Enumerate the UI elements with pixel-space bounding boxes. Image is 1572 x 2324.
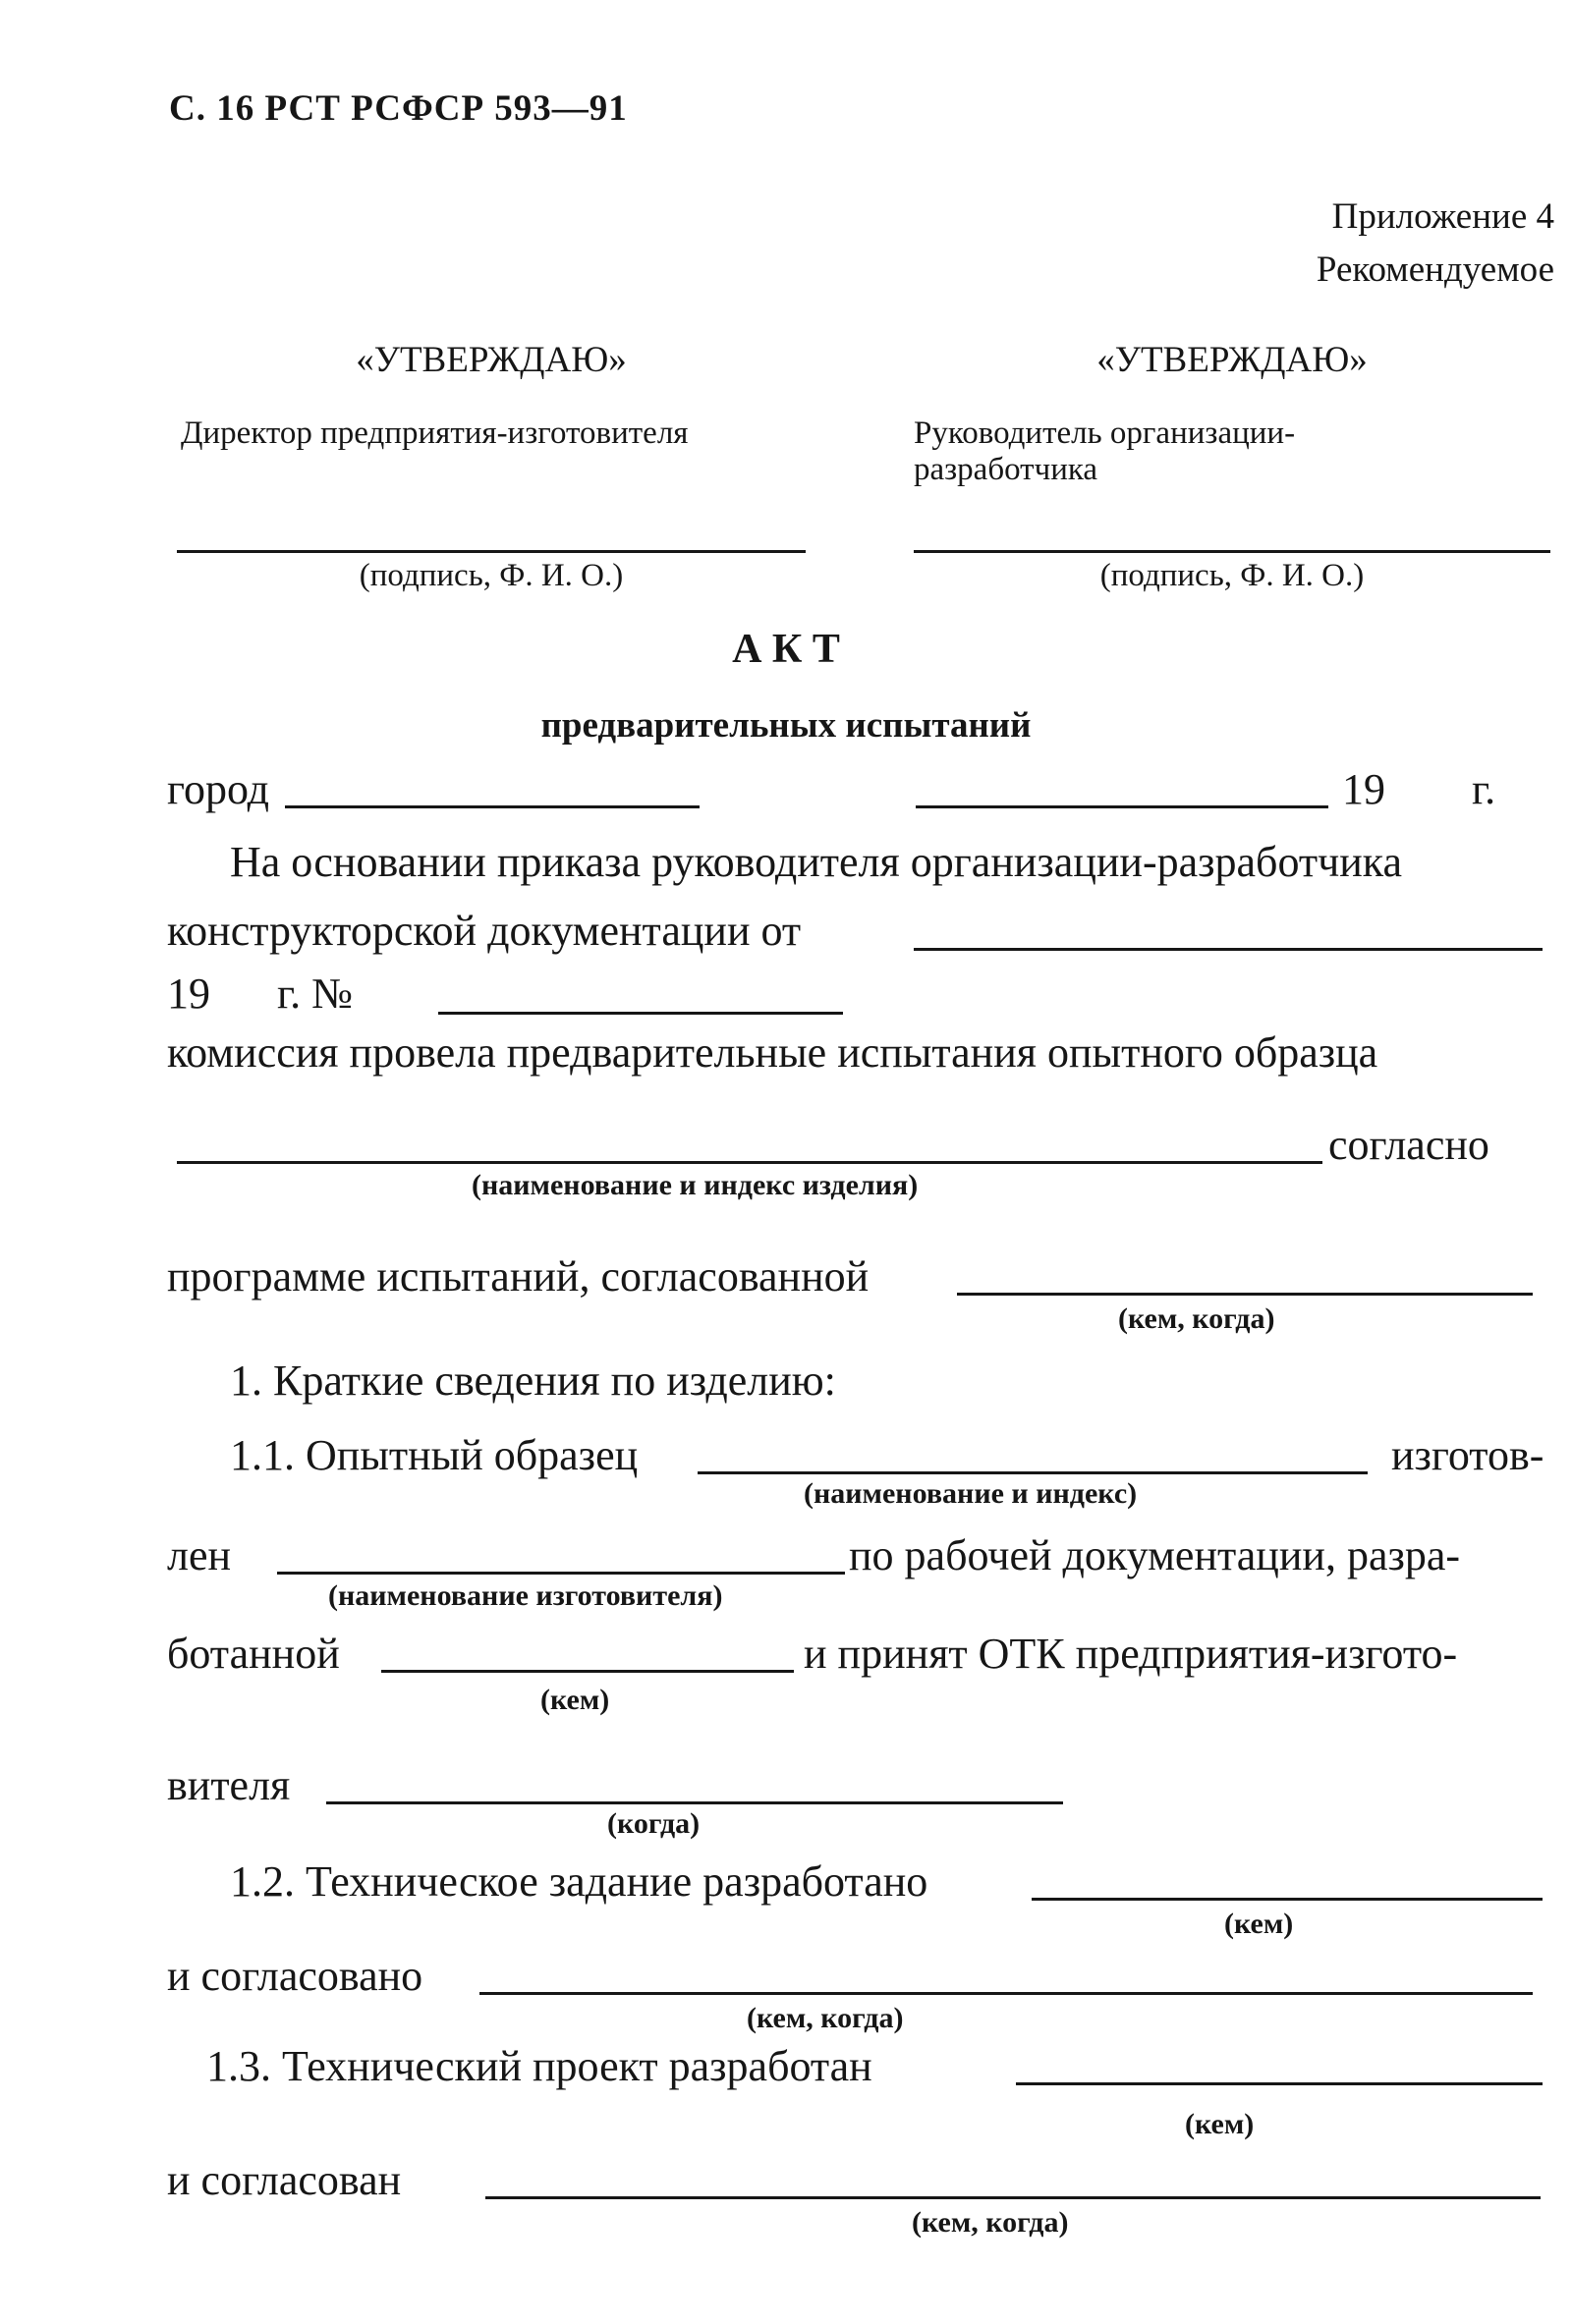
- item-1-1-line3-prefix: ботанной: [167, 1630, 340, 1678]
- item-1-3-line2-prefix: и согласован: [167, 2156, 402, 2204]
- approval-right-heading: «УТВЕРЖДАЮ»: [1096, 340, 1368, 380]
- prototype-name-field: [698, 1471, 1368, 1474]
- otk-date-caption: (когда): [607, 1807, 701, 1840]
- act-title: А К Т: [732, 627, 840, 672]
- order-date-field: [914, 948, 1543, 951]
- developer-caption: (кем): [540, 1684, 610, 1716]
- item-1-1-line2-prefix: лен: [167, 1531, 232, 1579]
- tech-task-developer-caption: (кем): [1224, 1908, 1294, 1940]
- city-field: [285, 805, 700, 808]
- page-reference: С. 16 РСТ РСФСР 593—91: [169, 88, 628, 129]
- tech-project-agreed-field: [485, 2196, 1541, 2199]
- year-suffix: г.: [1472, 765, 1496, 813]
- approval-right-role-line2: разработчика: [914, 452, 1098, 487]
- item-1-1-line3-suffix: и принят ОТК предприятия-изгото-: [804, 1630, 1458, 1678]
- year-prefix: 19: [1342, 765, 1385, 813]
- approval-left-role: Директор предприятия-изготовителя: [181, 415, 689, 451]
- paragraph-program: программе испытаний, согласованной: [167, 1252, 870, 1300]
- order-year: 19: [167, 969, 210, 1018]
- developer-field: [381, 1670, 794, 1673]
- prototype-name-caption: (наименование и индекс): [804, 1477, 1138, 1510]
- program-agreed-field: [957, 1293, 1533, 1296]
- date-field: [916, 805, 1328, 808]
- city-label: город: [167, 765, 270, 813]
- item-1-1-line2-suffix: по рабочей документации, разра-: [849, 1531, 1461, 1579]
- item-1-1-suffix: изготов-: [1391, 1431, 1544, 1479]
- manufacturer-field: [277, 1572, 845, 1575]
- according-label: согласно: [1328, 1121, 1489, 1169]
- act-subtitle: предварительных испытаний: [540, 705, 1032, 746]
- order-number-field: [438, 1012, 843, 1015]
- section-1-title: 1. Краткие сведения по изделию:: [230, 1356, 836, 1405]
- tech-project-agreed-caption: (кем, когда): [912, 2206, 1069, 2239]
- program-agreed-caption: (кем, когда): [1118, 1302, 1275, 1335]
- tech-project-developer-field: [1016, 2082, 1543, 2085]
- approval-left-heading: «УТВЕРЖДАЮ»: [356, 340, 627, 380]
- product-name-field: [177, 1161, 1322, 1164]
- manufacturer-caption: (наименование изготовителя): [328, 1579, 723, 1612]
- paragraph-commission: комиссия провела предварительные испытания опытного образца: [167, 1028, 1378, 1077]
- approval-right-role-line1: Руководитель организации-: [914, 415, 1296, 451]
- item-1-3-label: 1.3. Технический проект разработан: [206, 2042, 872, 2090]
- item-1-1-line4-prefix: вителя: [167, 1761, 291, 1809]
- otk-date-field: [326, 1801, 1063, 1804]
- signature-line-right: [914, 550, 1550, 553]
- appendix-title: Приложение 4: [1331, 196, 1554, 237]
- item-1-1-label: 1.1. Опытный образец: [230, 1431, 639, 1479]
- tech-project-developer-caption: (кем): [1185, 2108, 1255, 2140]
- order-number-label: г. №: [277, 969, 354, 1018]
- approval-right-caption: (подпись, Ф. И. О.): [1099, 558, 1365, 593]
- signature-line-left: [177, 550, 806, 553]
- product-name-caption: (наименование и индекс изделия): [472, 1169, 919, 1201]
- item-1-2-label: 1.2. Техническое задание разработано: [230, 1857, 928, 1906]
- paragraph-order-line2: конструкторской документации от: [167, 907, 802, 955]
- tech-task-agreed-caption: (кем, когда): [747, 2002, 904, 2034]
- approval-left-caption: (подпись, Ф. И. О.): [359, 558, 624, 593]
- tech-task-developer-field: [1032, 1898, 1543, 1901]
- tech-task-agreed-field: [479, 1992, 1533, 1995]
- item-1-2-line2-prefix: и согласовано: [167, 1952, 423, 2000]
- paragraph-order-line1: На основании приказа руководителя организации-разработчика: [230, 838, 1403, 886]
- appendix-status: Рекомендуемое: [1316, 249, 1554, 290]
